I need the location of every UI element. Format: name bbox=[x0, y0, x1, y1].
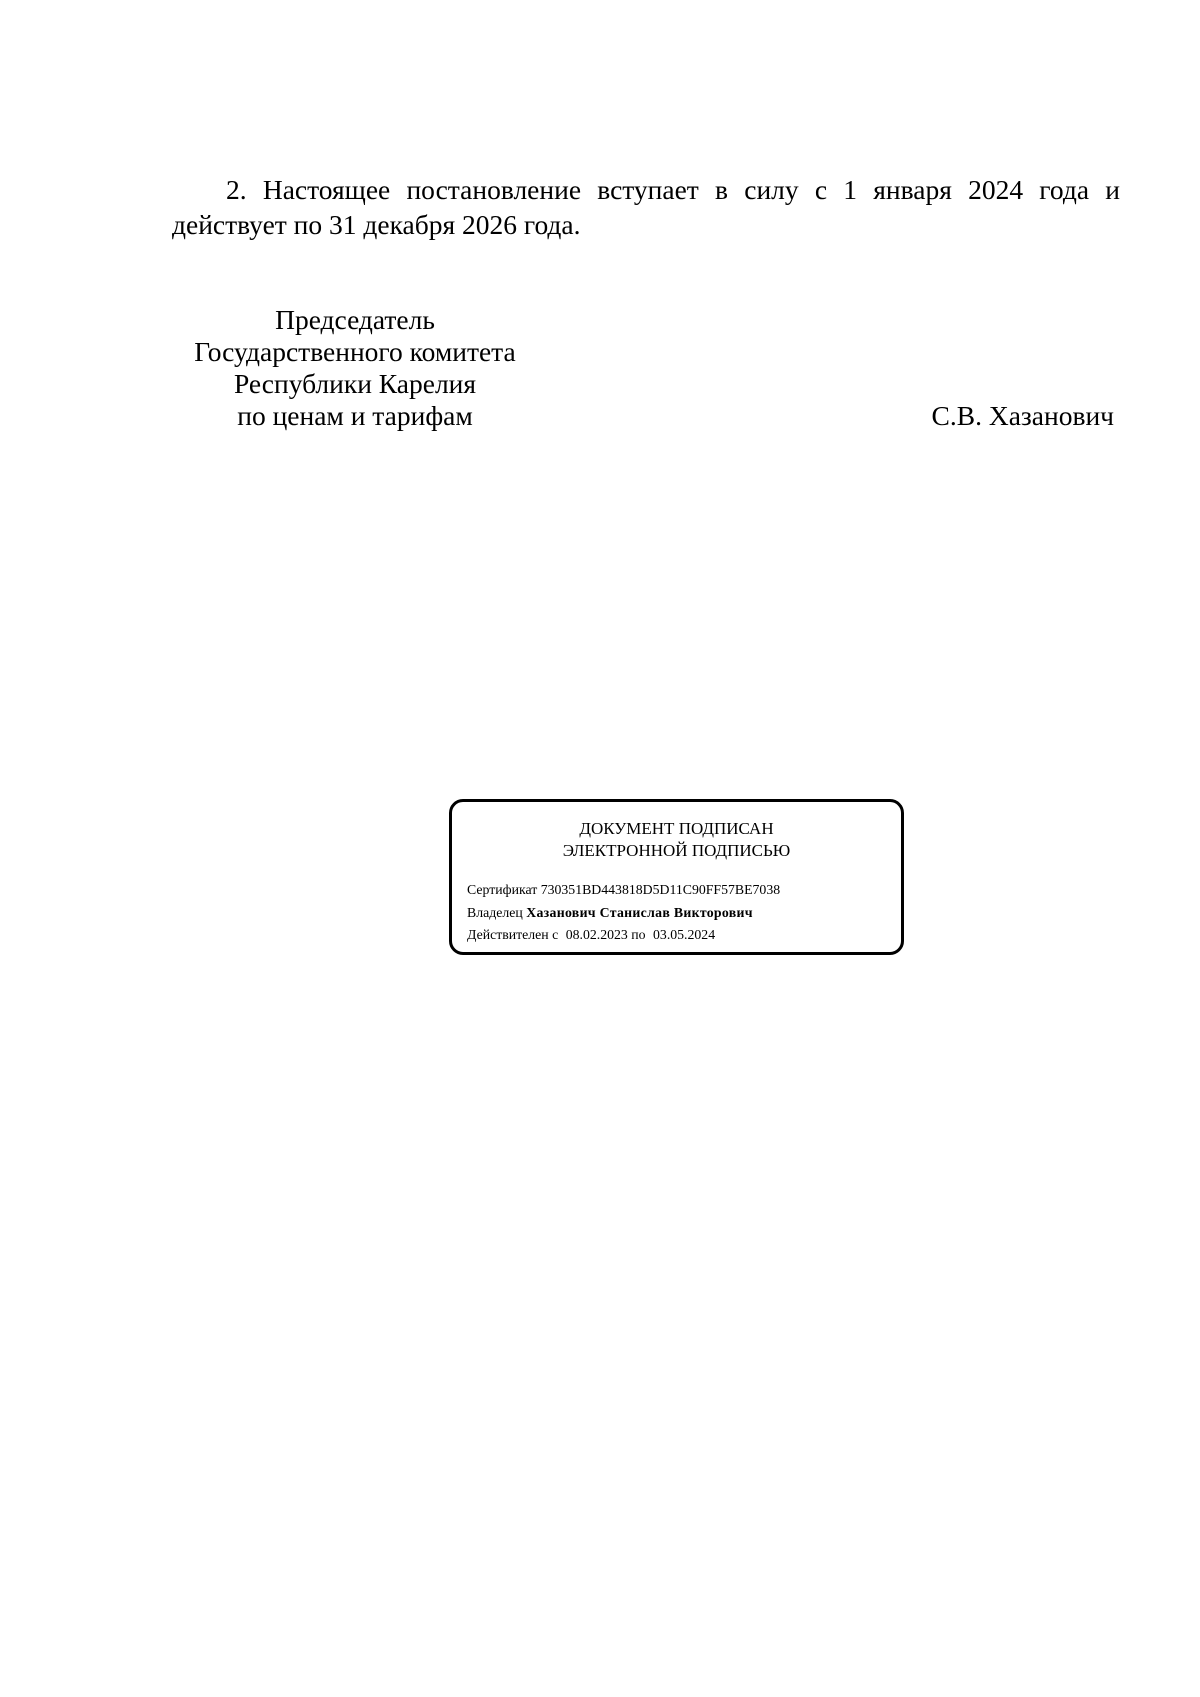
e-signature-stamp bbox=[449, 799, 904, 955]
owner-label: Владелец bbox=[467, 904, 523, 920]
certificate-value: 730351BD443818D5D11C90FF57BE7038 bbox=[540, 882, 781, 897]
signer-position-line: по ценам и тарифам bbox=[237, 400, 473, 431]
paragraph-line-2: действует по 31 декабря 2026 года. bbox=[172, 209, 581, 240]
signer-position-line: Республики Карелия bbox=[233, 368, 477, 399]
decree-paragraph bbox=[172, 172, 1120, 242]
stamp-details bbox=[467, 879, 780, 947]
certificate-row bbox=[467, 879, 780, 902]
signer-name: С.В. Хазанович bbox=[931, 400, 1114, 431]
validity-row bbox=[467, 924, 780, 947]
signer-position-line: Государственного комитета bbox=[194, 336, 516, 367]
signer-position-line: Председатель bbox=[275, 304, 435, 335]
stamp-heading bbox=[452, 818, 901, 862]
owner-row bbox=[467, 902, 780, 925]
valid-label: Действителен с bbox=[467, 927, 559, 942]
owner-value: Хазанович Станислав Викторович bbox=[526, 904, 753, 920]
paragraph-line-1: 2. Настоящее постановление вступает в силу с 1 января 2024 года и bbox=[226, 174, 1120, 205]
stamp-heading-line: ЭЛЕКТРОННОЙ ПОДПИСЬЮ bbox=[562, 841, 791, 860]
signer-position bbox=[172, 304, 538, 432]
valid-to: 03.05.2024 bbox=[653, 927, 716, 942]
valid-to-label: по bbox=[631, 927, 646, 942]
valid-from: 08.02.2023 bbox=[565, 927, 628, 942]
stamp-heading-line: ДОКУМЕНТ ПОДПИСАН bbox=[579, 819, 774, 838]
certificate-label: Сертификат bbox=[467, 882, 538, 897]
